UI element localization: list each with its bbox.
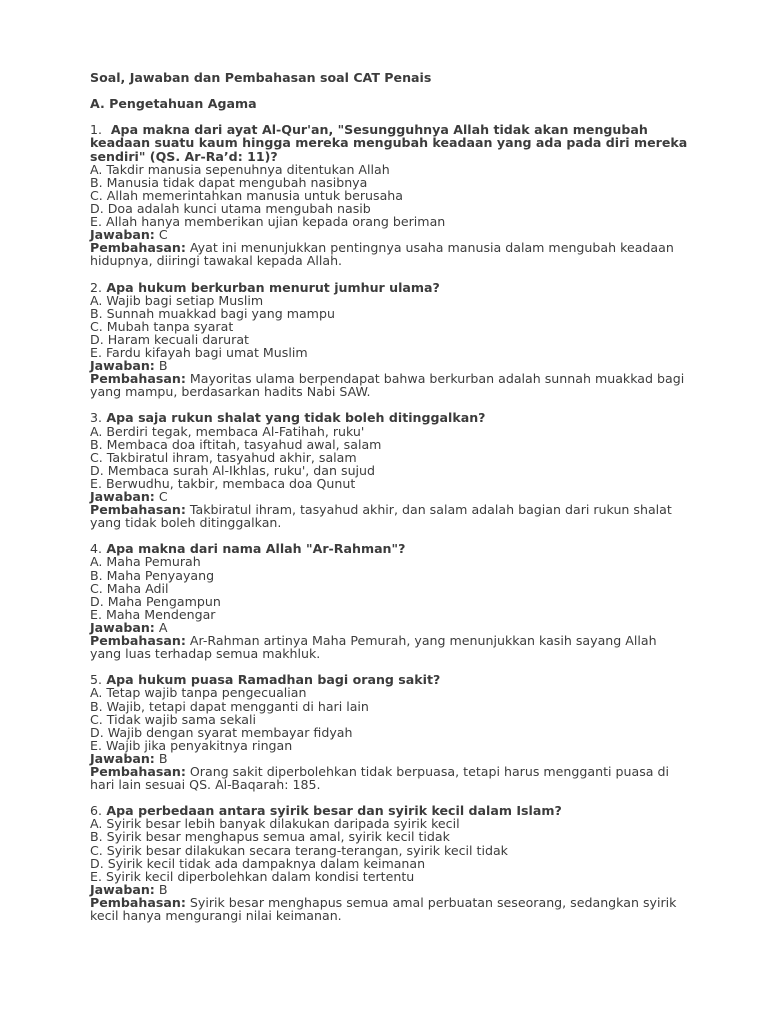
question-block bbox=[90, 281, 690, 399]
question-text bbox=[90, 411, 690, 424]
section-heading: A. Pengetahuan Agama bbox=[90, 96, 257, 112]
option-b: B. Wajib, tetapi dapat mengganti di hari lain bbox=[90, 698, 369, 714]
question-number: 4. bbox=[90, 541, 103, 557]
explanation-text: Syirik besar menghapus semua amal perbuatan seseorang, sedangkan syirik kecil hanya mengurangi nilai keimanan. bbox=[90, 894, 677, 923]
option-a: A. Berdiri tegak, membaca Al-Fatihah, ruku' bbox=[90, 423, 365, 439]
question-prompt: Apa hukum puasa Ramadhan bagi orang sakit? bbox=[106, 672, 441, 688]
question-prompt: Apa perbedaan antara syirik besar dan syirik kecil dalam Islam? bbox=[106, 803, 562, 819]
explanation-line bbox=[90, 896, 690, 922]
option-d: D. Haram kecuali darurat bbox=[90, 331, 249, 347]
answer-value: B bbox=[158, 358, 168, 374]
answer-value: B bbox=[158, 750, 168, 766]
option-b: B. Sunnah muakkad bagi yang mampu bbox=[90, 305, 335, 321]
document-page bbox=[90, 71, 690, 935]
question-text bbox=[90, 123, 690, 162]
option-c: C. Mubah tanpa syarat bbox=[90, 318, 234, 334]
question-number: 3. bbox=[90, 410, 103, 426]
document-title: Soal, Jawaban dan Pembahasan soal CAT Penais bbox=[90, 70, 432, 85]
explanation-text: Takbiratul ihram, tasyahud akhir, dan salam adalah bagian dari rukun shalat yang tidak boleh ditinggalkan. bbox=[90, 502, 672, 531]
answer-label: Jawaban: bbox=[90, 358, 155, 374]
explanation-label: Pembahasan: bbox=[90, 502, 186, 518]
explanation-label: Pembahasan: bbox=[90, 240, 186, 256]
answer-value: A bbox=[158, 619, 168, 635]
explanation-label: Pembahasan: bbox=[90, 633, 186, 649]
option-e: E. Syirik kecil diperbolehkan dalam kondisi tertentu bbox=[90, 868, 415, 884]
option-d: D. Membaca surah Al-Ikhlas, ruku', dan sujud bbox=[90, 462, 376, 478]
explanation-label: Pembahasan: bbox=[90, 371, 186, 387]
explanation-label: Pembahasan: bbox=[90, 894, 186, 910]
explanation-text: Ar-Rahman artinya Maha Pemurah, yang menunjukkan kasih sayang Allah yang luas terhadap semua makhluk. bbox=[90, 633, 657, 662]
explanation-line bbox=[90, 634, 690, 660]
question-text bbox=[90, 281, 690, 294]
option-a: A. Takdir manusia sepenuhnya ditentukan Allah bbox=[90, 161, 390, 177]
answer-label: Jawaban: bbox=[90, 227, 155, 243]
answer-label: Jawaban: bbox=[90, 881, 155, 897]
option-b: B. Membaca doa iftitah, tasyahud awal, salam bbox=[90, 436, 382, 452]
question-prompt: Apa saja rukun shalat yang tidak boleh ditinggalkan? bbox=[106, 410, 486, 426]
option-d: D. Syirik kecil tidak ada dampaknya dalam keimanan bbox=[90, 855, 426, 871]
question-block bbox=[90, 542, 690, 660]
option-a: A. Tetap wajib tanpa pengecualian bbox=[90, 685, 307, 701]
option-c: C. Maha Adil bbox=[90, 580, 169, 596]
option-d: D. Maha Pengampun bbox=[90, 593, 221, 609]
explanation-line bbox=[90, 765, 690, 791]
question-block bbox=[90, 804, 690, 922]
explanation-line bbox=[90, 503, 690, 529]
question-prompt: Apa makna dari nama Allah "Ar-Rahman"? bbox=[106, 541, 406, 557]
explanation-text: Mayoritas ulama berpendapat bahwa berkurban adalah sunnah muakkad bagi yang mampu, berdasarkan hadits Nabi SAW. bbox=[90, 371, 685, 400]
question-prompt: Apa hukum berkurban menurut jumhur ulama? bbox=[106, 279, 440, 295]
question-block bbox=[90, 673, 690, 791]
question-number: 1. bbox=[90, 122, 103, 138]
answer-label: Jawaban: bbox=[90, 619, 155, 635]
explanation-line bbox=[90, 241, 690, 267]
question-block bbox=[90, 123, 690, 267]
option-d: D. Wajib dengan syarat membayar fidyah bbox=[90, 724, 353, 740]
option-d: D. Doa adalah kunci utama mengubah nasib bbox=[90, 200, 371, 216]
option-c: C. Takbiratul ihram, tasyahud akhir, salam bbox=[90, 449, 357, 465]
answer-value: B bbox=[158, 881, 168, 897]
answer-label: Jawaban: bbox=[90, 750, 155, 766]
option-c: C. Syirik besar dilakukan secara terang-terangan, syirik kecil tidak bbox=[90, 842, 508, 858]
option-e: E. Wajib jika penyakitnya ringan bbox=[90, 737, 293, 753]
option-a: A. Maha Pemurah bbox=[90, 554, 201, 570]
explanation-text: Orang sakit diperbolehkan tidak berpuasa, tetapi harus mengganti puasa di hari lain sesuai QS. Al-Baqarah: 185. bbox=[90, 763, 670, 793]
answer-label: Jawaban: bbox=[90, 489, 155, 504]
option-b: B. Syirik besar menghapus semua amal, syirik kecil tidak bbox=[90, 829, 450, 845]
question-prompt: Apa makna dari ayat Al-Qur'an, "Sesungguhnya Allah tidak akan mengubah keadaan suatu kaum hingga mereka mengubah keadaan yang ada pada diri mereka sendiri" (QS. Ar-Ra’d: 11)? bbox=[90, 122, 688, 164]
option-a: A. Syirik besar lebih banyak dilakukan daripada syirik kecil bbox=[90, 816, 460, 832]
option-e: E. Maha Mendengar bbox=[90, 606, 216, 622]
question-block bbox=[90, 411, 690, 529]
question-number: 6. bbox=[90, 803, 103, 819]
option-a: A. Wajib bagi setiap Muslim bbox=[90, 292, 264, 308]
option-e: E. Allah hanya memberikan ujian kepada orang beriman bbox=[90, 214, 446, 230]
option-e: E. Berwudhu, takbir, membaca doa Qunut bbox=[90, 475, 356, 491]
answer-value: C bbox=[158, 489, 168, 504]
question-number: 2. bbox=[90, 279, 103, 295]
option-c: C. Allah memerintahkan manusia untuk berusaha bbox=[90, 187, 404, 203]
option-b: B. Maha Penyayang bbox=[90, 567, 215, 583]
option-b: B. Manusia tidak dapat mengubah nasibnya bbox=[90, 174, 368, 190]
explanation-label: Pembahasan: bbox=[90, 763, 186, 779]
option-e: E. Fardu kifayah bagi umat Muslim bbox=[90, 344, 308, 360]
explanation-line bbox=[90, 372, 690, 398]
option-c: C. Tidak wajib sama sekali bbox=[90, 711, 256, 727]
answer-value: C bbox=[158, 227, 168, 243]
explanation-text: Ayat ini menunjukkan pentingnya usaha manusia dalam mengubah keadaan hidupnya, diiringi tawakal kepada Allah. bbox=[90, 240, 674, 269]
question-number: 5. bbox=[90, 672, 103, 688]
